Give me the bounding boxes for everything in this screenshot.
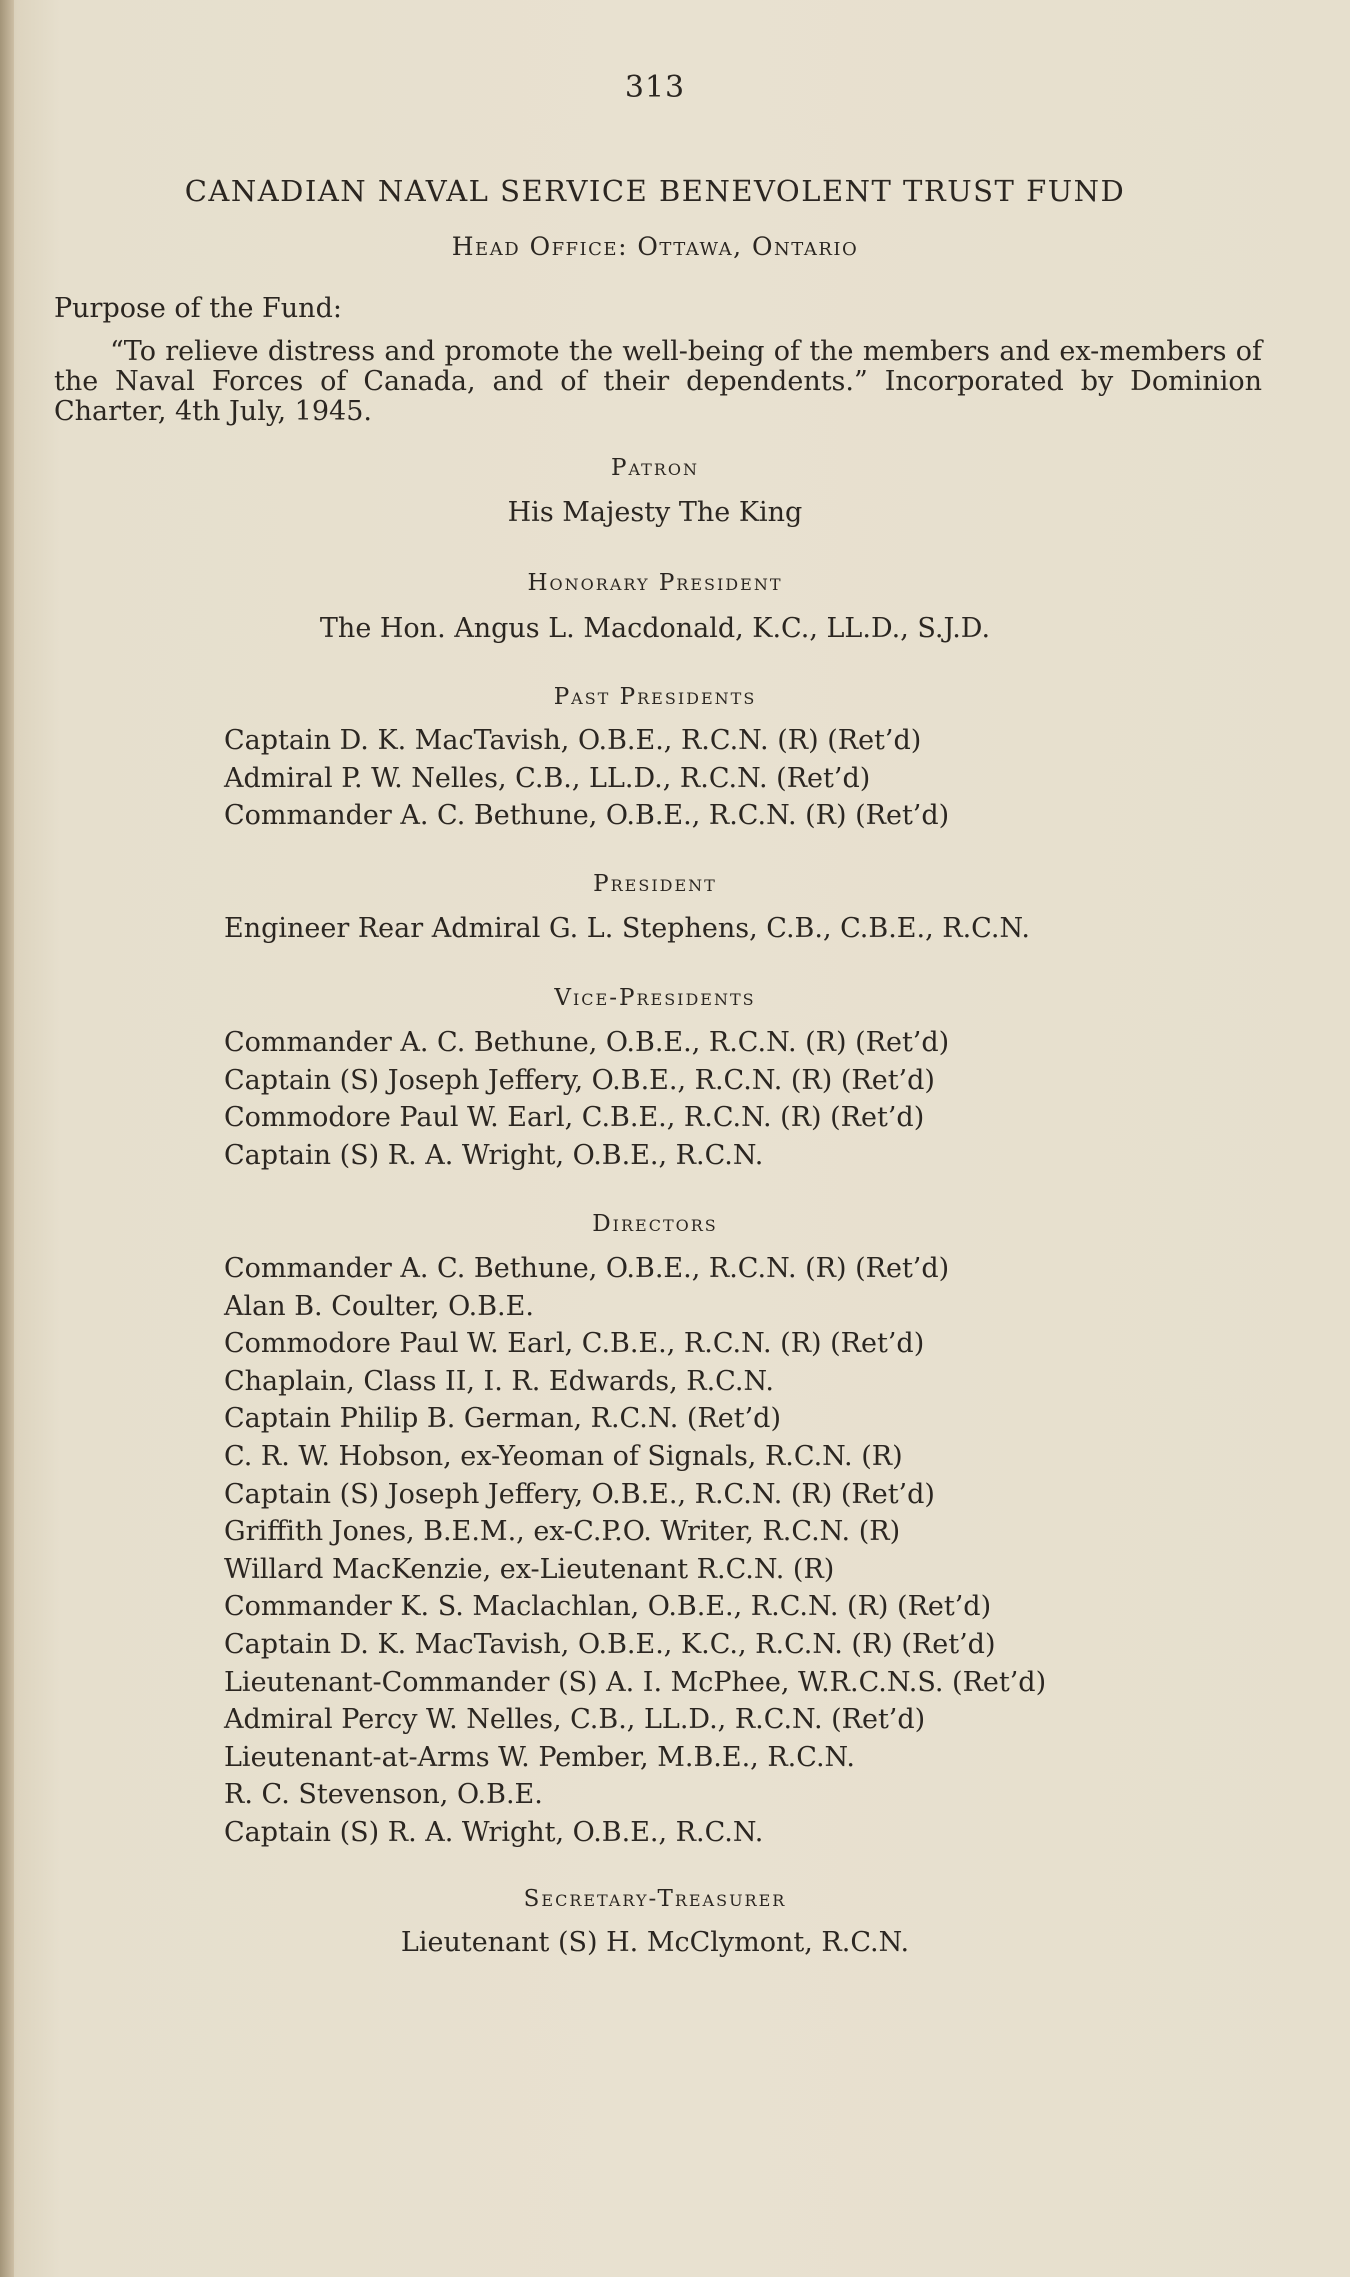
- list-item: Admiral P. W. Nelles, C.B., LL.D., R.C.N. (Ret’d): [224, 762, 871, 794]
- patron-name: His Majesty The King: [507, 497, 803, 528]
- list-item: Commander A. C. Bethune, O.B.E., R.C.N. (R) (Ret’d): [224, 800, 950, 832]
- list-item: Commodore Paul W. Earl, C.B.E., R.C.N. (R) (Ret’d): [224, 1102, 925, 1134]
- list-item: Captain D. K. MacTavish, O.B.E., K.C., R.C.N. (R) (Ret’d): [224, 1628, 996, 1660]
- patron-heading: Patron: [611, 455, 699, 481]
- list-item: Captain (S) R. A. Wright, O.B.E., R.C.N.: [224, 1816, 764, 1848]
- past-presidents-list: [224, 722, 949, 835]
- list-item: Lieutenant-Commander (S) A. I. McPhee, W.R.C.N.S. (Ret’d): [224, 1666, 1047, 1698]
- document-title: CANADIAN NAVAL SERVICE BENEVOLENT TRUST FUND: [184, 174, 1126, 208]
- list-item: Admiral Percy W. Nelles, C.B., LL.D., R.C.N. (Ret’d): [224, 1704, 926, 1736]
- list-item: R. C. Stevenson, O.B.E.: [224, 1779, 543, 1811]
- list-item: Captain (S) R. A. Wright, O.B.E., R.C.N.: [224, 1139, 764, 1171]
- past-presidents-heading: Past Presidents: [553, 684, 757, 710]
- list-item: Willard MacKenzie, ex-Lieutenant R.C.N. (R): [224, 1553, 835, 1585]
- list-item: Captain D. K. MacTavish, O.B.E., R.C.N. (R) (Ret’d): [224, 725, 922, 756]
- list-item: Captain (S) Joseph Jeffery, O.B.E., R.C.N. (R) (Ret’d): [224, 1064, 935, 1096]
- list-item: C. R. W. Hobson, ex-Yeoman of Signals, R.C.N. (R): [224, 1440, 903, 1472]
- list-item: Lieutenant-at-Arms W. Pember, M.B.E., R.C.N.: [224, 1741, 856, 1773]
- secretary-treasurer-name: Lieutenant (S) H. McClymont, R.C.N.: [400, 1927, 910, 1958]
- vice-presidents-list: [224, 1024, 949, 1174]
- page-number: 313: [624, 70, 686, 105]
- directors-heading: Directors: [592, 1211, 718, 1237]
- list-item: Captain (S) Joseph Jeffery, O.B.E., R.C.N. (R) (Ret’d): [224, 1478, 935, 1510]
- list-item: Commander A. C. Bethune, O.B.E., R.C.N. (R) (Ret’d): [224, 1027, 950, 1058]
- vice-presidents-heading: Vice-Presidents: [554, 985, 756, 1011]
- honorary-president-name: The Hon. Angus L. Macdonald, K.C., LL.D., S.J.D.: [319, 613, 991, 644]
- list-item: Commodore Paul W. Earl, C.B.E., R.C.N. (R) (Ret’d): [224, 1328, 925, 1360]
- purpose-label: Purpose of the Fund:: [54, 293, 342, 324]
- list-item: Commander K. S. Maclachlan, O.B.E., R.C.N. (R) (Ret’d): [224, 1591, 992, 1623]
- list-item: Chaplain, Class II, I. R. Edwards, R.C.N.: [224, 1365, 774, 1397]
- honorary-president-heading: Honorary President: [527, 570, 783, 596]
- list-item: Alan B. Coulter, O.B.E.: [224, 1290, 534, 1322]
- president-heading: President: [593, 871, 717, 897]
- head-office-line: Head Office: Ottawa, Ontario: [451, 232, 859, 261]
- secretary-treasurer-heading: Secretary-Treasurer: [523, 1886, 787, 1912]
- directors-list: [224, 1250, 1046, 1852]
- list-item: Commander A. C. Bethune, O.B.E., R.C.N. (R) (Ret’d): [224, 1253, 950, 1284]
- president-name: Engineer Rear Admiral G. L. Stephens, C.B., C.B.E., R.C.N.: [224, 913, 1030, 944]
- purpose-text: “To relieve distress and promote the well-being of the members and ex-members of the Naval Forces of Canada, and of their dependents.” Incorporated by Dominion Charter, 4th July, 1945.: [54, 336, 1262, 427]
- list-item: Griffith Jones, B.E.M., ex-C.P.O. Writer, R.C.N. (R): [224, 1516, 901, 1548]
- list-item: Captain Philip B. German, R.C.N. (Ret’d): [224, 1403, 781, 1435]
